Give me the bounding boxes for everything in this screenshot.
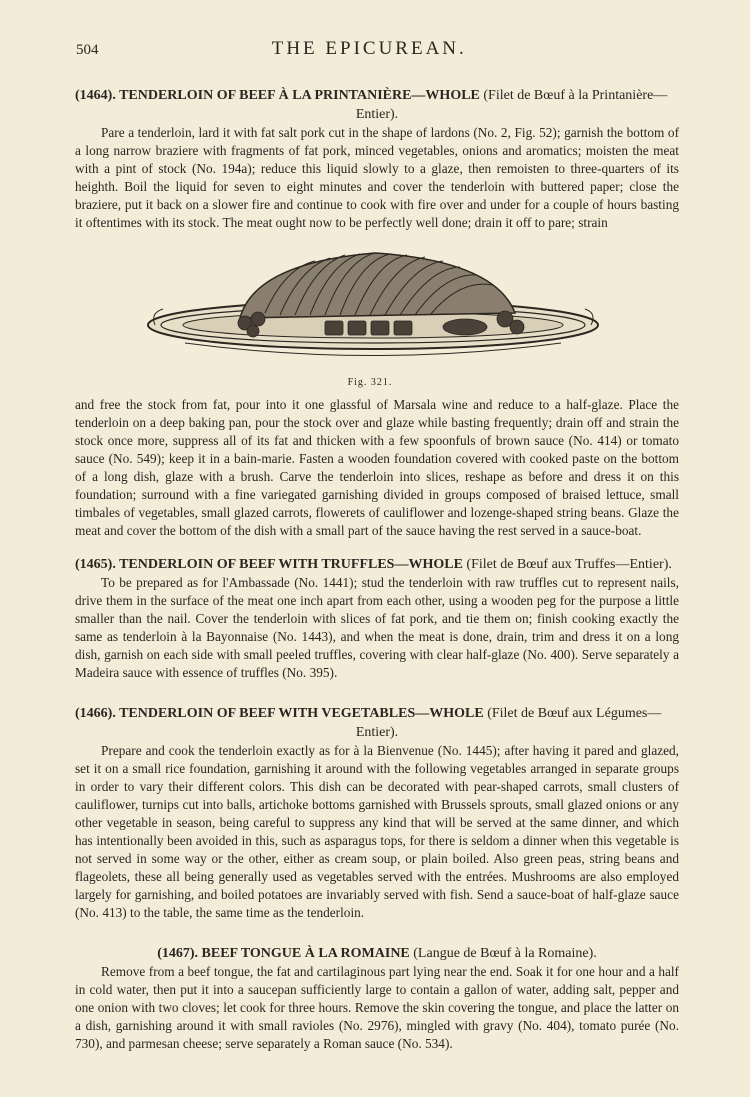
recipe-1466-title: (1466). TENDERLOIN OF BEEF WITH VEGETABLES—WHOLE	[75, 706, 484, 721]
recipe-1467-title: (1467). BEEF TONGUE À LA ROMAINE	[157, 946, 410, 961]
recipe-1465	[75, 555, 679, 682]
recipe-1467-heading	[75, 944, 679, 963]
recipe-1465-heading	[75, 555, 679, 574]
recipe-1464-cont	[75, 396, 679, 540]
page-number: 504	[76, 42, 99, 58]
recipe-1467-title-french: (Langue de Bœuf à la Romaine).	[409, 946, 597, 961]
figure-caption: Fig. 321.	[347, 377, 393, 388]
recipe-1466-title-french-cont: Entier).	[355, 725, 399, 740]
recipe-1464-paragraph-1: Pare a tenderloin, lard it with fat salt pork cut in the shape of lardons (No. 2, Fig. 52); garnish the bottom of a long narrow braziere with fragments of fat pork, minced vegetables, onions and aromatics; moisten the meat with a pint of stock (No. 194a); reduce this liquid slowly to a glaze, then remoisten to three-quarters of its heighth. Boil the liquid for seven to eight minutes and cover the tenderloin with buttered paper; close the braziere, put it back on a slower fire and continue to cook with fire over and under for a couple of hours basting it oftentimes with its stock. The meat ought now to be perfectly well done; drain it off to pare; strain	[75, 125, 679, 230]
recipe-1466	[75, 704, 679, 922]
recipe-1464-title-french: (Filet de Bœuf à la Printanière—	[479, 88, 668, 103]
recipe-1464	[75, 86, 679, 232]
recipe-1464-heading-cont	[75, 105, 679, 124]
recipe-1465-title-french: (Filet de Bœuf aux Truffes—Entier).	[462, 557, 672, 572]
recipe-1466-heading	[75, 704, 679, 723]
recipe-1466-title-french: (Filet de Bœuf aux Légumes—	[483, 706, 662, 721]
page-header	[76, 38, 680, 60]
recipe-1465-title: (1465). TENDERLOIN OF BEEF WITH TRUFFLES—WHOLE	[75, 557, 463, 572]
recipe-1465-paragraph: To be prepared as for l'Ambassade (No. 1441); stud the tenderloin with raw truffles cut to represent nails, drive them in the surface of the meat one inch apart from each other, using a wooden peg for the purpose a little smaller than the nail. Cover the tenderloin with slices of fat pork, and tie them on; finish cooking exactly the same as tenderloin à la Bayonnaise (No. 1443), and when the meat is done, drain, trim and dress it on a long dish, garnish on each side with small peeled truffles, covering with clear half-glaze (No. 400). Serve separately a Madeira sauce with essence of truffles (No. 395).	[75, 575, 679, 680]
recipe-1467	[75, 944, 679, 1053]
recipe-1464-title: (1464). TENDERLOIN OF BEEF À LA PRINTANIÈRE—WHOLE	[75, 88, 480, 103]
tenderloin-platter-illustration	[145, 243, 605, 378]
recipe-1467-paragraph: Remove from a beef tongue, the fat and cartilaginous part lying near the end. Soak it for one hour and a half in cold water, then put it into a saucepan sufficiently large to contain a gallon of water, adding salt, pepper and one onion with two cloves; let cook for three hours. Remove the skin covering the tongue, and place the latter on a dish, garnishing around it with small ravioles (No. 2976), mingled with gravy (No. 404), tomato purée (No. 730), and parmesan cheese; serve separately a Roman sauce (No. 534).	[75, 964, 679, 1051]
recipe-1466-paragraph: Prepare and cook the tenderloin exactly as for à la Bienvenue (No. 1445); after having it pared and glazed, set it on a small rice foundation, garnishing it around with the following vegetables arranged in separate groups in order to vary their different colors. This dish can be decorated with pear-shaped carrots, small clusters of cauliflower, turnips cut into balls, artichoke bottoms garnished with Brussels sprouts, small glazed onions or any other vegetable in season, being careful to suppress any kind that will be served at the same dinner, and which has intentionally been avoided in this, such as asparagus tops, for there is seldom a dinner when this vegetable is not served in some way or the other, either as cream soup, or plain boiled. Also green peas, string beans and flageolets, these all being generally used as vegetables served with the entrées. Mushrooms are also employed largely for garnishing, and boiled potatoes are invariably served with fish. Send a sauce-boat of half-glaze sauce (No. 413) to the table, the same time as the tenderloin.	[75, 743, 679, 920]
recipe-1466-heading-cont	[75, 723, 679, 742]
recipe-1464-title-french-cont: Entier).	[355, 107, 399, 122]
running-title: THE EPICUREAN.	[271, 38, 467, 59]
recipe-1464-paragraph-2: and free the stock from fat, pour into it one glassful of Marsala wine and reduce to a half-glaze. Place the tenderloin on a deep baking pan, pour the stock over and glaze while basting frequently; drain off and strain the stock once more, suppress all of its fat and thicken with a few spoonfuls of brown sauce (No. 414) or tomato sauce (No. 549); keep it in a bain-marie. Fasten a wooden foundation covered with cooked paste on the bottom of a long dish, glaze with a brush. Carve the tenderloin into slices, reshape as before and dress it on this foundation; surround with a fine variegated garnishing divided in groups composed of braised lettuce, small timbales of vegetables, small glazed carrots, flowerets of cauliflower and lozenge-shaped string beans. Glaze the meat and cover the bottom of the dish with a small part of the sauce having the rest served in a sauce-boat.	[75, 397, 679, 538]
recipe-1464-heading	[75, 86, 679, 105]
